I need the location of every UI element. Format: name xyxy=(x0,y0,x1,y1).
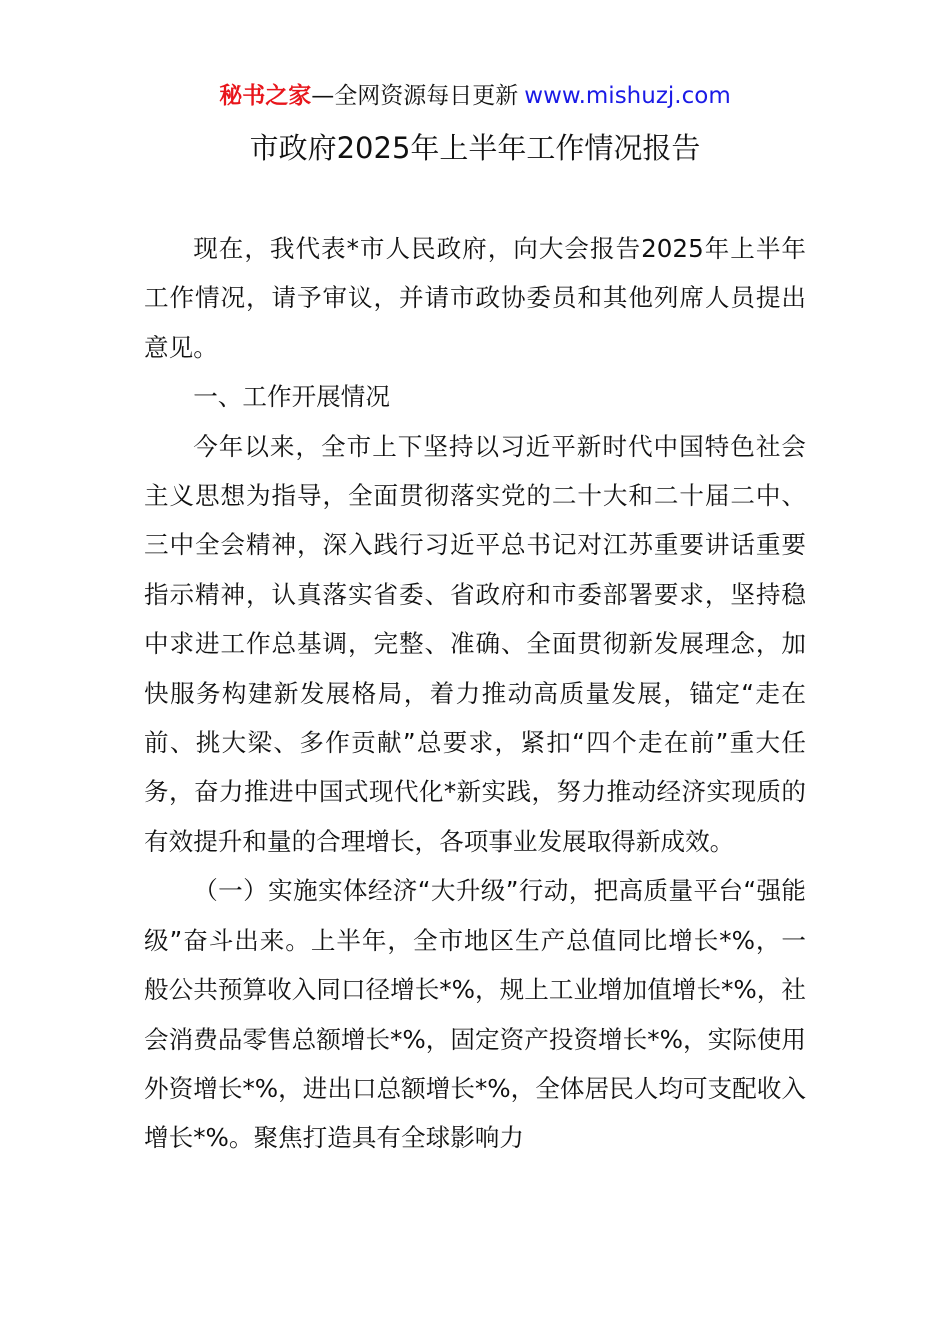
document-title: 市政府2025年上半年工作情况报告 xyxy=(249,131,701,165)
paragraph-intro: 现在，我代表*市人民政府，向大会报告2025年上半年工作情况，请予审议，并请市政协委员和其他列席人员提出意见。 xyxy=(144,234,806,362)
section-heading: 一、工作开展情况 xyxy=(193,382,390,412)
site-tagline: —全网资源每日更新 xyxy=(311,83,519,109)
document-body xyxy=(144,224,806,1163)
site-header xyxy=(0,80,950,112)
paragraph-section-1: （一）实施实体经济“大升级”行动，把高质量平台“强能级”奋斗出来。上半年，全市地区生产总值同比增长*%，一般公共预算收入同口径增长*%，规上工业增加值增长*%，社会消费品零售总额增长*%，固定资产投资增长*%，实际使用外资增长*%，进出口总额增长*%，全体居民人均可支配收入增长*%。聚焦打造具有全球影响力 xyxy=(144,876,806,1153)
site-brand: 秘书之家 xyxy=(219,83,312,109)
paragraph-overview: 今年以来，全市上下坚持以习近平新时代中国特色社会主义思想为指导，全面贯彻落实党的二十大和二十届二中、三中全会精神，深入践行习近平总书记对江苏重要讲话重要指示精神，认真落实省委、省政府和市委部署要求，坚持稳中求进工作总基调，完整、准确、全面贯彻新发展理念，加快服务构建新发展格局，着力推动高质量发展，锚定“走在前、挑大梁、多作贡献”总要求，紧扣“四个走在前”重大任务，奋力推进中国式现代化*新实践，努力推动经济实现质的有效提升和量的合理增长，各项事业发展取得新成效。 xyxy=(144,431,806,856)
site-url-link[interactable]: www.mishuzj.com xyxy=(524,83,731,109)
